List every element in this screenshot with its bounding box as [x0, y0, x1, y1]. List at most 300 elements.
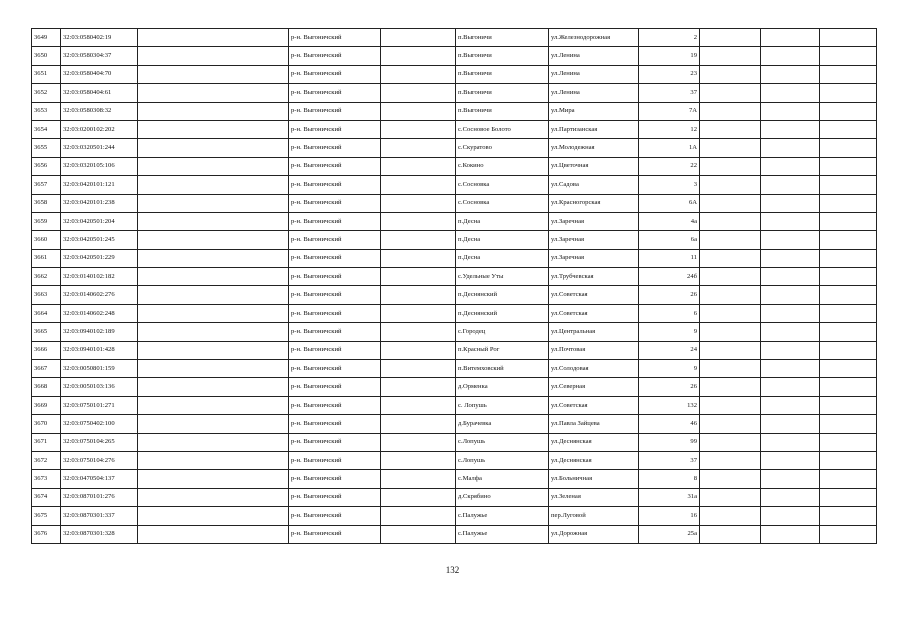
district-cell: р-н. Выгоничский	[289, 415, 381, 433]
empty-cell	[761, 360, 820, 378]
table-row	[32, 415, 877, 433]
empty-cell	[381, 194, 456, 212]
locality-cell: п.Выгоничи	[456, 65, 549, 83]
empty-cell	[700, 360, 761, 378]
cadastral-number-cell: 32:03:0870101:276	[61, 488, 138, 506]
cadastral-number-cell: 32:03:0320105:106	[61, 157, 138, 175]
house-number-cell: 3	[639, 176, 700, 194]
street-cell: ул.Ленина	[549, 84, 639, 102]
house-number-cell: 16	[639, 507, 700, 525]
empty-cell	[820, 451, 877, 469]
empty-cell	[761, 341, 820, 359]
empty-cell	[761, 194, 820, 212]
empty-cell	[138, 488, 289, 506]
cadastral-number-cell: 32:03:0050103:136	[61, 378, 138, 396]
empty-cell	[700, 396, 761, 414]
empty-cell	[820, 139, 877, 157]
empty-cell	[820, 84, 877, 102]
cadastral-number-cell: 32:03:0750104:276	[61, 451, 138, 469]
row-number-cell: 3656	[32, 157, 61, 175]
row-number-cell: 3661	[32, 249, 61, 267]
district-cell: р-н. Выгоничский	[289, 488, 381, 506]
empty-cell	[761, 139, 820, 157]
empty-cell	[700, 65, 761, 83]
house-number-cell: 4а	[639, 212, 700, 230]
locality-cell: п.Десна	[456, 249, 549, 267]
house-number-cell: 7А	[639, 102, 700, 120]
house-number-cell: 11	[639, 249, 700, 267]
row-number-cell: 3676	[32, 525, 61, 543]
district-cell: р-н. Выгоничский	[289, 47, 381, 65]
table-row	[32, 157, 877, 175]
cadastral-number-cell: 32:03:0580304:37	[61, 47, 138, 65]
empty-cell	[820, 212, 877, 230]
address-register-table	[31, 28, 877, 544]
street-cell: ул.Заречная	[549, 212, 639, 230]
district-cell: р-н. Выгоничский	[289, 120, 381, 138]
house-number-cell: 24	[639, 341, 700, 359]
district-cell: р-н. Выгоничский	[289, 304, 381, 322]
empty-cell	[761, 231, 820, 249]
table-row	[32, 360, 877, 378]
empty-cell	[381, 323, 456, 341]
street-cell: ул.Ленина	[549, 47, 639, 65]
street-cell: ул.Цветочная	[549, 157, 639, 175]
empty-cell	[138, 433, 289, 451]
empty-cell	[761, 212, 820, 230]
row-number-cell: 3673	[32, 470, 61, 488]
empty-cell	[820, 65, 877, 83]
empty-cell	[820, 194, 877, 212]
empty-cell	[381, 29, 456, 47]
empty-cell	[381, 176, 456, 194]
empty-cell	[138, 378, 289, 396]
cadastral-number-cell: 32:03:0420101:238	[61, 194, 138, 212]
empty-cell	[138, 194, 289, 212]
street-cell: ул.Трубчевская	[549, 268, 639, 286]
empty-cell	[700, 157, 761, 175]
row-number-cell: 3657	[32, 176, 61, 194]
empty-cell	[761, 286, 820, 304]
cadastral-number-cell: 32:03:0140102:182	[61, 268, 138, 286]
empty-cell	[820, 396, 877, 414]
house-number-cell: 132	[639, 396, 700, 414]
street-cell: ул.Молодежная	[549, 139, 639, 157]
empty-cell	[381, 451, 456, 469]
cadastral-number-cell: 32:03:0420501:204	[61, 212, 138, 230]
row-number-cell: 3664	[32, 304, 61, 322]
table-row	[32, 249, 877, 267]
empty-cell	[761, 249, 820, 267]
empty-cell	[700, 212, 761, 230]
street-cell: ул.Северная	[549, 378, 639, 396]
empty-cell	[381, 231, 456, 249]
empty-cell	[138, 120, 289, 138]
empty-cell	[381, 212, 456, 230]
empty-cell	[381, 304, 456, 322]
street-cell: ул.Железнодорожная	[549, 29, 639, 47]
empty-cell	[138, 84, 289, 102]
house-number-cell: 9	[639, 360, 700, 378]
empty-cell	[820, 341, 877, 359]
empty-cell	[820, 268, 877, 286]
empty-cell	[761, 176, 820, 194]
house-number-cell: 1А	[639, 139, 700, 157]
empty-cell	[820, 176, 877, 194]
row-number-cell: 3663	[32, 286, 61, 304]
empty-cell	[820, 47, 877, 65]
empty-cell	[761, 507, 820, 525]
district-cell: р-н. Выгоничский	[289, 286, 381, 304]
row-number-cell: 3667	[32, 360, 61, 378]
table-row	[32, 525, 877, 543]
empty-cell	[700, 488, 761, 506]
empty-cell	[761, 65, 820, 83]
row-number-cell: 3674	[32, 488, 61, 506]
district-cell: р-н. Выгоничский	[289, 268, 381, 286]
empty-cell	[820, 29, 877, 47]
house-number-cell: 46	[639, 415, 700, 433]
cadastral-number-cell: 32:03:0940101:428	[61, 341, 138, 359]
street-cell: ул.Солодовая	[549, 360, 639, 378]
district-cell: р-н. Выгоничский	[289, 231, 381, 249]
empty-cell	[381, 102, 456, 120]
locality-cell: с.Сосновое Болото	[456, 120, 549, 138]
empty-cell	[820, 102, 877, 120]
empty-cell	[700, 507, 761, 525]
district-cell: р-н. Выгоничский	[289, 507, 381, 525]
table-row	[32, 341, 877, 359]
empty-cell	[138, 29, 289, 47]
cadastral-number-cell: 32:03:0580404:61	[61, 84, 138, 102]
row-number-cell: 3666	[32, 341, 61, 359]
table-row	[32, 84, 877, 102]
district-cell: р-н. Выгоничский	[289, 176, 381, 194]
locality-cell: с.Лопушь	[456, 451, 549, 469]
empty-cell	[381, 157, 456, 175]
empty-cell	[761, 396, 820, 414]
empty-cell	[700, 268, 761, 286]
empty-cell	[138, 360, 289, 378]
empty-cell	[700, 323, 761, 341]
empty-cell	[761, 433, 820, 451]
house-number-cell: 26	[639, 378, 700, 396]
row-number-cell: 3660	[32, 231, 61, 249]
empty-cell	[761, 268, 820, 286]
row-number-cell: 3655	[32, 139, 61, 157]
table-row	[32, 29, 877, 47]
cadastral-number-cell: 32:03:0420501:245	[61, 231, 138, 249]
locality-cell: д.Скрябино	[456, 488, 549, 506]
empty-cell	[761, 47, 820, 65]
street-cell: ул.Зеленая	[549, 488, 639, 506]
empty-cell	[820, 304, 877, 322]
table-row	[32, 231, 877, 249]
locality-cell: п.Выгоничи	[456, 102, 549, 120]
row-number-cell: 3668	[32, 378, 61, 396]
empty-cell	[761, 470, 820, 488]
locality-cell: с.Сосновка	[456, 176, 549, 194]
row-number-cell: 3658	[32, 194, 61, 212]
table-row	[32, 507, 877, 525]
street-cell: ул.Ленина	[549, 65, 639, 83]
empty-cell	[820, 249, 877, 267]
empty-cell	[138, 139, 289, 157]
locality-cell: п.Выгоничи	[456, 84, 549, 102]
row-number-cell: 3671	[32, 433, 61, 451]
district-cell: р-н. Выгоничский	[289, 65, 381, 83]
row-number-cell: 3662	[32, 268, 61, 286]
cadastral-number-cell: 32:03:0870301:328	[61, 525, 138, 543]
cadastral-number-cell: 32:03:0320501:244	[61, 139, 138, 157]
empty-cell	[381, 396, 456, 414]
empty-cell	[700, 139, 761, 157]
locality-cell: с.Палужье	[456, 525, 549, 543]
district-cell: р-н. Выгоничский	[289, 157, 381, 175]
empty-cell	[381, 525, 456, 543]
street-cell: ул.Павла Зайцева	[549, 415, 639, 433]
empty-cell	[700, 304, 761, 322]
locality-cell: с.Кокино	[456, 157, 549, 175]
empty-cell	[381, 84, 456, 102]
row-number-cell: 3649	[32, 29, 61, 47]
empty-cell	[381, 360, 456, 378]
locality-cell: п.Красный Рог	[456, 341, 549, 359]
empty-cell	[138, 212, 289, 230]
locality-cell: п.Деснянский	[456, 304, 549, 322]
empty-cell	[138, 507, 289, 525]
cadastral-number-cell: 32:03:0420101:121	[61, 176, 138, 194]
empty-cell	[138, 268, 289, 286]
locality-cell: п.Выгоничи	[456, 29, 549, 47]
table-row	[32, 323, 877, 341]
empty-cell	[820, 415, 877, 433]
table-row	[32, 120, 877, 138]
empty-cell	[138, 176, 289, 194]
cadastral-number-cell: 32:03:0580308:32	[61, 102, 138, 120]
house-number-cell: 31а	[639, 488, 700, 506]
empty-cell	[700, 231, 761, 249]
empty-cell	[700, 433, 761, 451]
empty-cell	[381, 378, 456, 396]
locality-cell: с.Сосновка	[456, 194, 549, 212]
empty-cell	[700, 415, 761, 433]
house-number-cell: 26	[639, 286, 700, 304]
district-cell: р-н. Выгоничский	[289, 396, 381, 414]
empty-cell	[138, 249, 289, 267]
empty-cell	[381, 65, 456, 83]
row-number-cell: 3659	[32, 212, 61, 230]
row-number-cell: 3652	[32, 84, 61, 102]
row-number-cell: 3651	[32, 65, 61, 83]
house-number-cell: 12	[639, 120, 700, 138]
empty-cell	[138, 286, 289, 304]
empty-cell	[138, 341, 289, 359]
table-row	[32, 139, 877, 157]
empty-cell	[381, 139, 456, 157]
row-number-cell: 3675	[32, 507, 61, 525]
empty-cell	[381, 249, 456, 267]
empty-cell	[700, 84, 761, 102]
empty-cell	[820, 433, 877, 451]
empty-cell	[820, 286, 877, 304]
street-cell: ул.Заречная	[549, 249, 639, 267]
locality-cell: с.Лопушь	[456, 433, 549, 451]
empty-cell	[761, 451, 820, 469]
cadastral-number-cell: 32:03:0870301:337	[61, 507, 138, 525]
empty-cell	[700, 249, 761, 267]
street-cell: ул.Дорожная	[549, 525, 639, 543]
locality-cell: п.Десна	[456, 231, 549, 249]
empty-cell	[700, 102, 761, 120]
cadastral-number-cell: 32:03:0750101:271	[61, 396, 138, 414]
table-row	[32, 433, 877, 451]
district-cell: р-н. Выгоничский	[289, 212, 381, 230]
empty-cell	[700, 29, 761, 47]
empty-cell	[381, 47, 456, 65]
empty-cell	[381, 488, 456, 506]
empty-cell	[820, 157, 877, 175]
empty-cell	[761, 29, 820, 47]
empty-cell	[138, 396, 289, 414]
house-number-cell: 22	[639, 157, 700, 175]
street-cell: ул.Садова	[549, 176, 639, 194]
empty-cell	[820, 231, 877, 249]
row-number-cell: 3669	[32, 396, 61, 414]
empty-cell	[700, 378, 761, 396]
empty-cell	[138, 231, 289, 249]
district-cell: р-н. Выгоничский	[289, 29, 381, 47]
empty-cell	[761, 488, 820, 506]
house-number-cell: 23	[639, 65, 700, 83]
empty-cell	[138, 304, 289, 322]
locality-cell: с.Палужье	[456, 507, 549, 525]
empty-cell	[138, 102, 289, 120]
row-number-cell: 3665	[32, 323, 61, 341]
empty-cell	[820, 323, 877, 341]
table-row	[32, 396, 877, 414]
district-cell: р-н. Выгоничский	[289, 341, 381, 359]
empty-cell	[381, 341, 456, 359]
district-cell: р-н. Выгоничский	[289, 139, 381, 157]
district-cell: р-н. Выгоничский	[289, 451, 381, 469]
table-row	[32, 65, 877, 83]
street-cell: пер.Луговой	[549, 507, 639, 525]
empty-cell	[381, 268, 456, 286]
street-cell: ул.Заречная	[549, 231, 639, 249]
cadastral-number-cell: 32:03:0580404:70	[61, 65, 138, 83]
empty-cell	[761, 415, 820, 433]
empty-cell	[138, 470, 289, 488]
row-number-cell: 3670	[32, 415, 61, 433]
table-row	[32, 488, 877, 506]
street-cell: ул.Советская	[549, 286, 639, 304]
cadastral-number-cell: 32:03:0200102:202	[61, 120, 138, 138]
empty-cell	[381, 120, 456, 138]
row-number-cell: 3653	[32, 102, 61, 120]
locality-cell: с. Лопушь	[456, 396, 549, 414]
empty-cell	[820, 470, 877, 488]
house-number-cell: 6А	[639, 194, 700, 212]
cadastral-number-cell: 32:03:0470504:137	[61, 470, 138, 488]
empty-cell	[820, 525, 877, 543]
house-number-cell: 6а	[639, 231, 700, 249]
table-row	[32, 194, 877, 212]
empty-cell	[761, 304, 820, 322]
empty-cell	[381, 415, 456, 433]
street-cell: ул.Деснянская	[549, 433, 639, 451]
district-cell: р-н. Выгоничский	[289, 378, 381, 396]
empty-cell	[700, 120, 761, 138]
district-cell: р-н. Выгоничский	[289, 323, 381, 341]
district-cell: р-н. Выгоничский	[289, 194, 381, 212]
cadastral-number-cell: 32:03:0140602:276	[61, 286, 138, 304]
empty-cell	[820, 378, 877, 396]
table-row	[32, 102, 877, 120]
cadastral-number-cell: 32:03:0140602:248	[61, 304, 138, 322]
page-number: 132	[445, 565, 460, 575]
empty-cell	[761, 84, 820, 102]
table-row	[32, 304, 877, 322]
table-row	[32, 47, 877, 65]
house-number-cell: 37	[639, 84, 700, 102]
empty-cell	[381, 470, 456, 488]
empty-cell	[761, 525, 820, 543]
house-number-cell: 25а	[639, 525, 700, 543]
empty-cell	[700, 451, 761, 469]
empty-cell	[761, 323, 820, 341]
locality-cell: п.Деснянский	[456, 286, 549, 304]
locality-cell: д.Орменка	[456, 378, 549, 396]
empty-cell	[820, 507, 877, 525]
table-body	[32, 29, 877, 544]
cadastral-number-cell: 32:03:0940102:189	[61, 323, 138, 341]
street-cell: ул.Партизанская	[549, 120, 639, 138]
house-number-cell: 24б	[639, 268, 700, 286]
empty-cell	[700, 470, 761, 488]
table-row	[32, 176, 877, 194]
table-row	[32, 451, 877, 469]
district-cell: р-н. Выгоничский	[289, 84, 381, 102]
empty-cell	[138, 65, 289, 83]
empty-cell	[381, 286, 456, 304]
empty-cell	[761, 378, 820, 396]
district-cell: р-н. Выгоничский	[289, 249, 381, 267]
street-cell: ул.Советская	[549, 396, 639, 414]
house-number-cell: 6	[639, 304, 700, 322]
locality-cell: с.Малфа	[456, 470, 549, 488]
empty-cell	[820, 120, 877, 138]
empty-cell	[138, 451, 289, 469]
district-cell: р-н. Выгоничский	[289, 470, 381, 488]
cadastral-number-cell: 32:03:0420501:229	[61, 249, 138, 267]
empty-cell	[761, 120, 820, 138]
table-row	[32, 378, 877, 396]
cadastral-number-cell: 32:03:0750104:265	[61, 433, 138, 451]
house-number-cell: 8	[639, 470, 700, 488]
table-row	[32, 470, 877, 488]
empty-cell	[820, 360, 877, 378]
empty-cell	[138, 157, 289, 175]
locality-cell: п.Выгоничи	[456, 47, 549, 65]
district-cell: р-н. Выгоничский	[289, 525, 381, 543]
locality-cell: п.Витемховский	[456, 360, 549, 378]
district-cell: р-н. Выгоничский	[289, 102, 381, 120]
empty-cell	[138, 415, 289, 433]
street-cell: ул.Красногорская	[549, 194, 639, 212]
street-cell: ул.Центральная	[549, 323, 639, 341]
row-number-cell: 3654	[32, 120, 61, 138]
